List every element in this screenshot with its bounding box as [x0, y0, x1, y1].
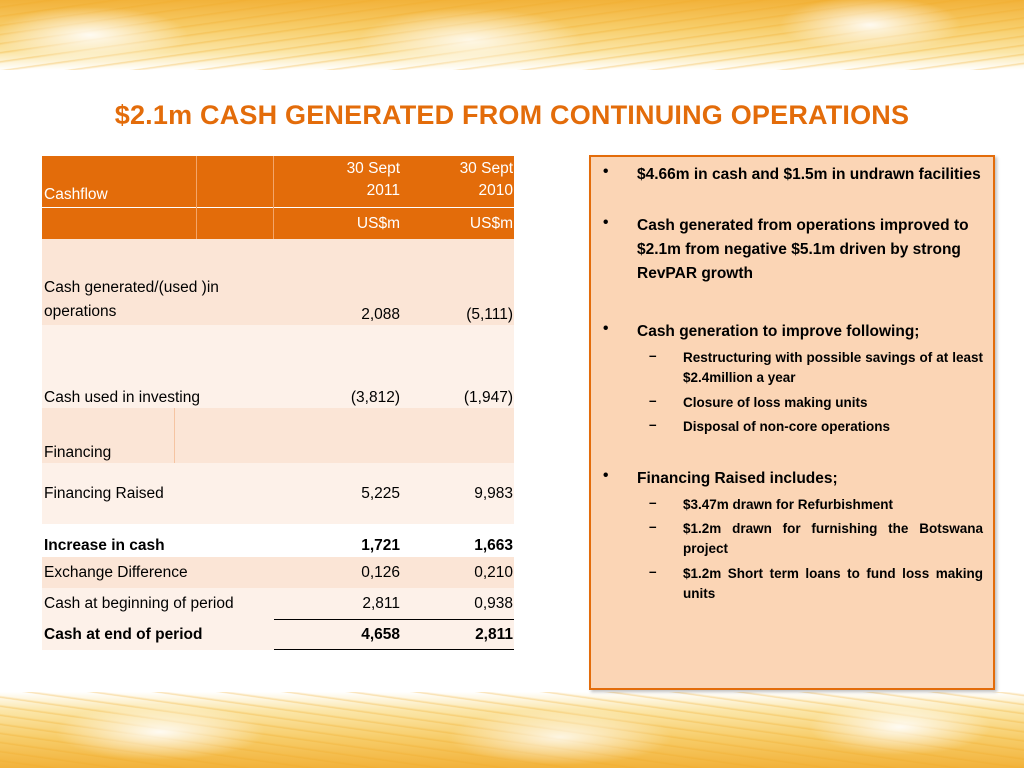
bullet-text: $4.66m in cash and $1.5m in undrawn facilities [637, 166, 981, 183]
bullet-icon: • [603, 214, 609, 231]
dash-icon: – [649, 519, 657, 534]
table-row [42, 408, 514, 463]
header-col-2010: 30 Sept 2010 [459, 160, 513, 199]
sub-bullet-item [591, 519, 993, 559]
decorative-banner-bottom [0, 692, 1024, 768]
row-value-2011: (3,812) [350, 389, 400, 406]
dash-icon: – [649, 417, 657, 432]
sub-bullet-item [591, 393, 993, 413]
sub-bullet-text: $1.2m Short term loans to fund loss making units [683, 566, 983, 601]
sub-bullet-item [591, 495, 993, 515]
sub-bullet-text: Closure of loss making units [683, 395, 868, 410]
row-label: Financing Raised [44, 484, 164, 502]
row-label: Cash at end of period [44, 625, 203, 643]
row-value-2010: 9,983 [474, 484, 513, 502]
row-label: Increase in cash [44, 537, 165, 554]
row-value-2011: 5,225 [361, 484, 400, 502]
row-label: Cash at beginning of period [44, 594, 234, 612]
cashflow-table [42, 156, 514, 650]
sub-bullet-item [591, 417, 993, 437]
summary-box [589, 155, 995, 690]
bullet-item [591, 163, 993, 187]
row-value-2011: 2,811 [362, 594, 400, 612]
bullet-text: Cash generated from operations improved to $2.1m from negative $5.1m driven by strong RevPAR growth [637, 217, 969, 282]
table-row [42, 239, 514, 325]
row-label: Financing [44, 444, 112, 461]
dash-icon: – [649, 348, 657, 363]
bullet-text: Cash generation to improve following; [637, 323, 920, 340]
sub-bullet-item [591, 348, 993, 388]
dash-icon: – [649, 564, 657, 579]
decorative-banner-top [0, 0, 1024, 70]
row-value-2011: 4,658 [274, 619, 402, 650]
table-row [42, 619, 514, 650]
bullet-item [591, 214, 993, 286]
row-label: Exchange Difference [44, 563, 188, 581]
row-value-2010: 1,663 [474, 537, 513, 554]
table-header-row [42, 156, 514, 207]
dash-icon: – [649, 495, 657, 510]
header-cashflow-label: Cashflow [44, 186, 108, 203]
bullet-item [591, 467, 993, 491]
bullet-icon: • [603, 467, 609, 484]
table-row [42, 557, 514, 588]
header-col-2011: 30 Sept 2011 [346, 160, 400, 199]
row-label: Cash used in investing [44, 389, 200, 406]
sub-bullet-text: $3.47m drawn for Refurbishment [683, 497, 894, 512]
sub-bullet-text: Restructuring with possible savings of at least $2.4million a year [683, 350, 983, 385]
units-col-2011: US$m [356, 214, 400, 232]
table-row [42, 325, 514, 408]
sub-bullet-item [591, 564, 993, 604]
sub-bullet-text: $1.2m drawn for furnishing the Botswana project [683, 521, 983, 556]
bullet-item [591, 320, 993, 344]
row-value-2010: 0,210 [474, 563, 513, 581]
slide-title: $2.1m CASH GENERATED FROM CONTINUING OPERATIONS [114, 100, 910, 130]
row-value-2010: (5,111) [466, 306, 513, 323]
row-value-2010: 0,938 [474, 594, 513, 612]
bullet-icon: • [603, 163, 609, 180]
row-value-2011: 1,721 [361, 537, 400, 554]
row-value-2010: 2,811 [402, 619, 514, 650]
row-label: Cash generated/(used )in operations [44, 279, 219, 320]
table-row [42, 463, 514, 524]
bullet-icon: • [603, 320, 609, 337]
sub-bullet-text: Disposal of non-core operations [683, 419, 891, 434]
table-units-row [42, 208, 514, 239]
table-row [42, 524, 514, 557]
units-col-2010: US$m [469, 214, 513, 232]
bullet-text: Financing Raised includes; [637, 470, 838, 487]
table-row [42, 588, 514, 619]
row-value-2011: 2,088 [361, 306, 400, 323]
row-value-2011: 0,126 [361, 563, 400, 581]
row-value-2010: (1,947) [463, 389, 513, 406]
dash-icon: – [649, 393, 657, 408]
